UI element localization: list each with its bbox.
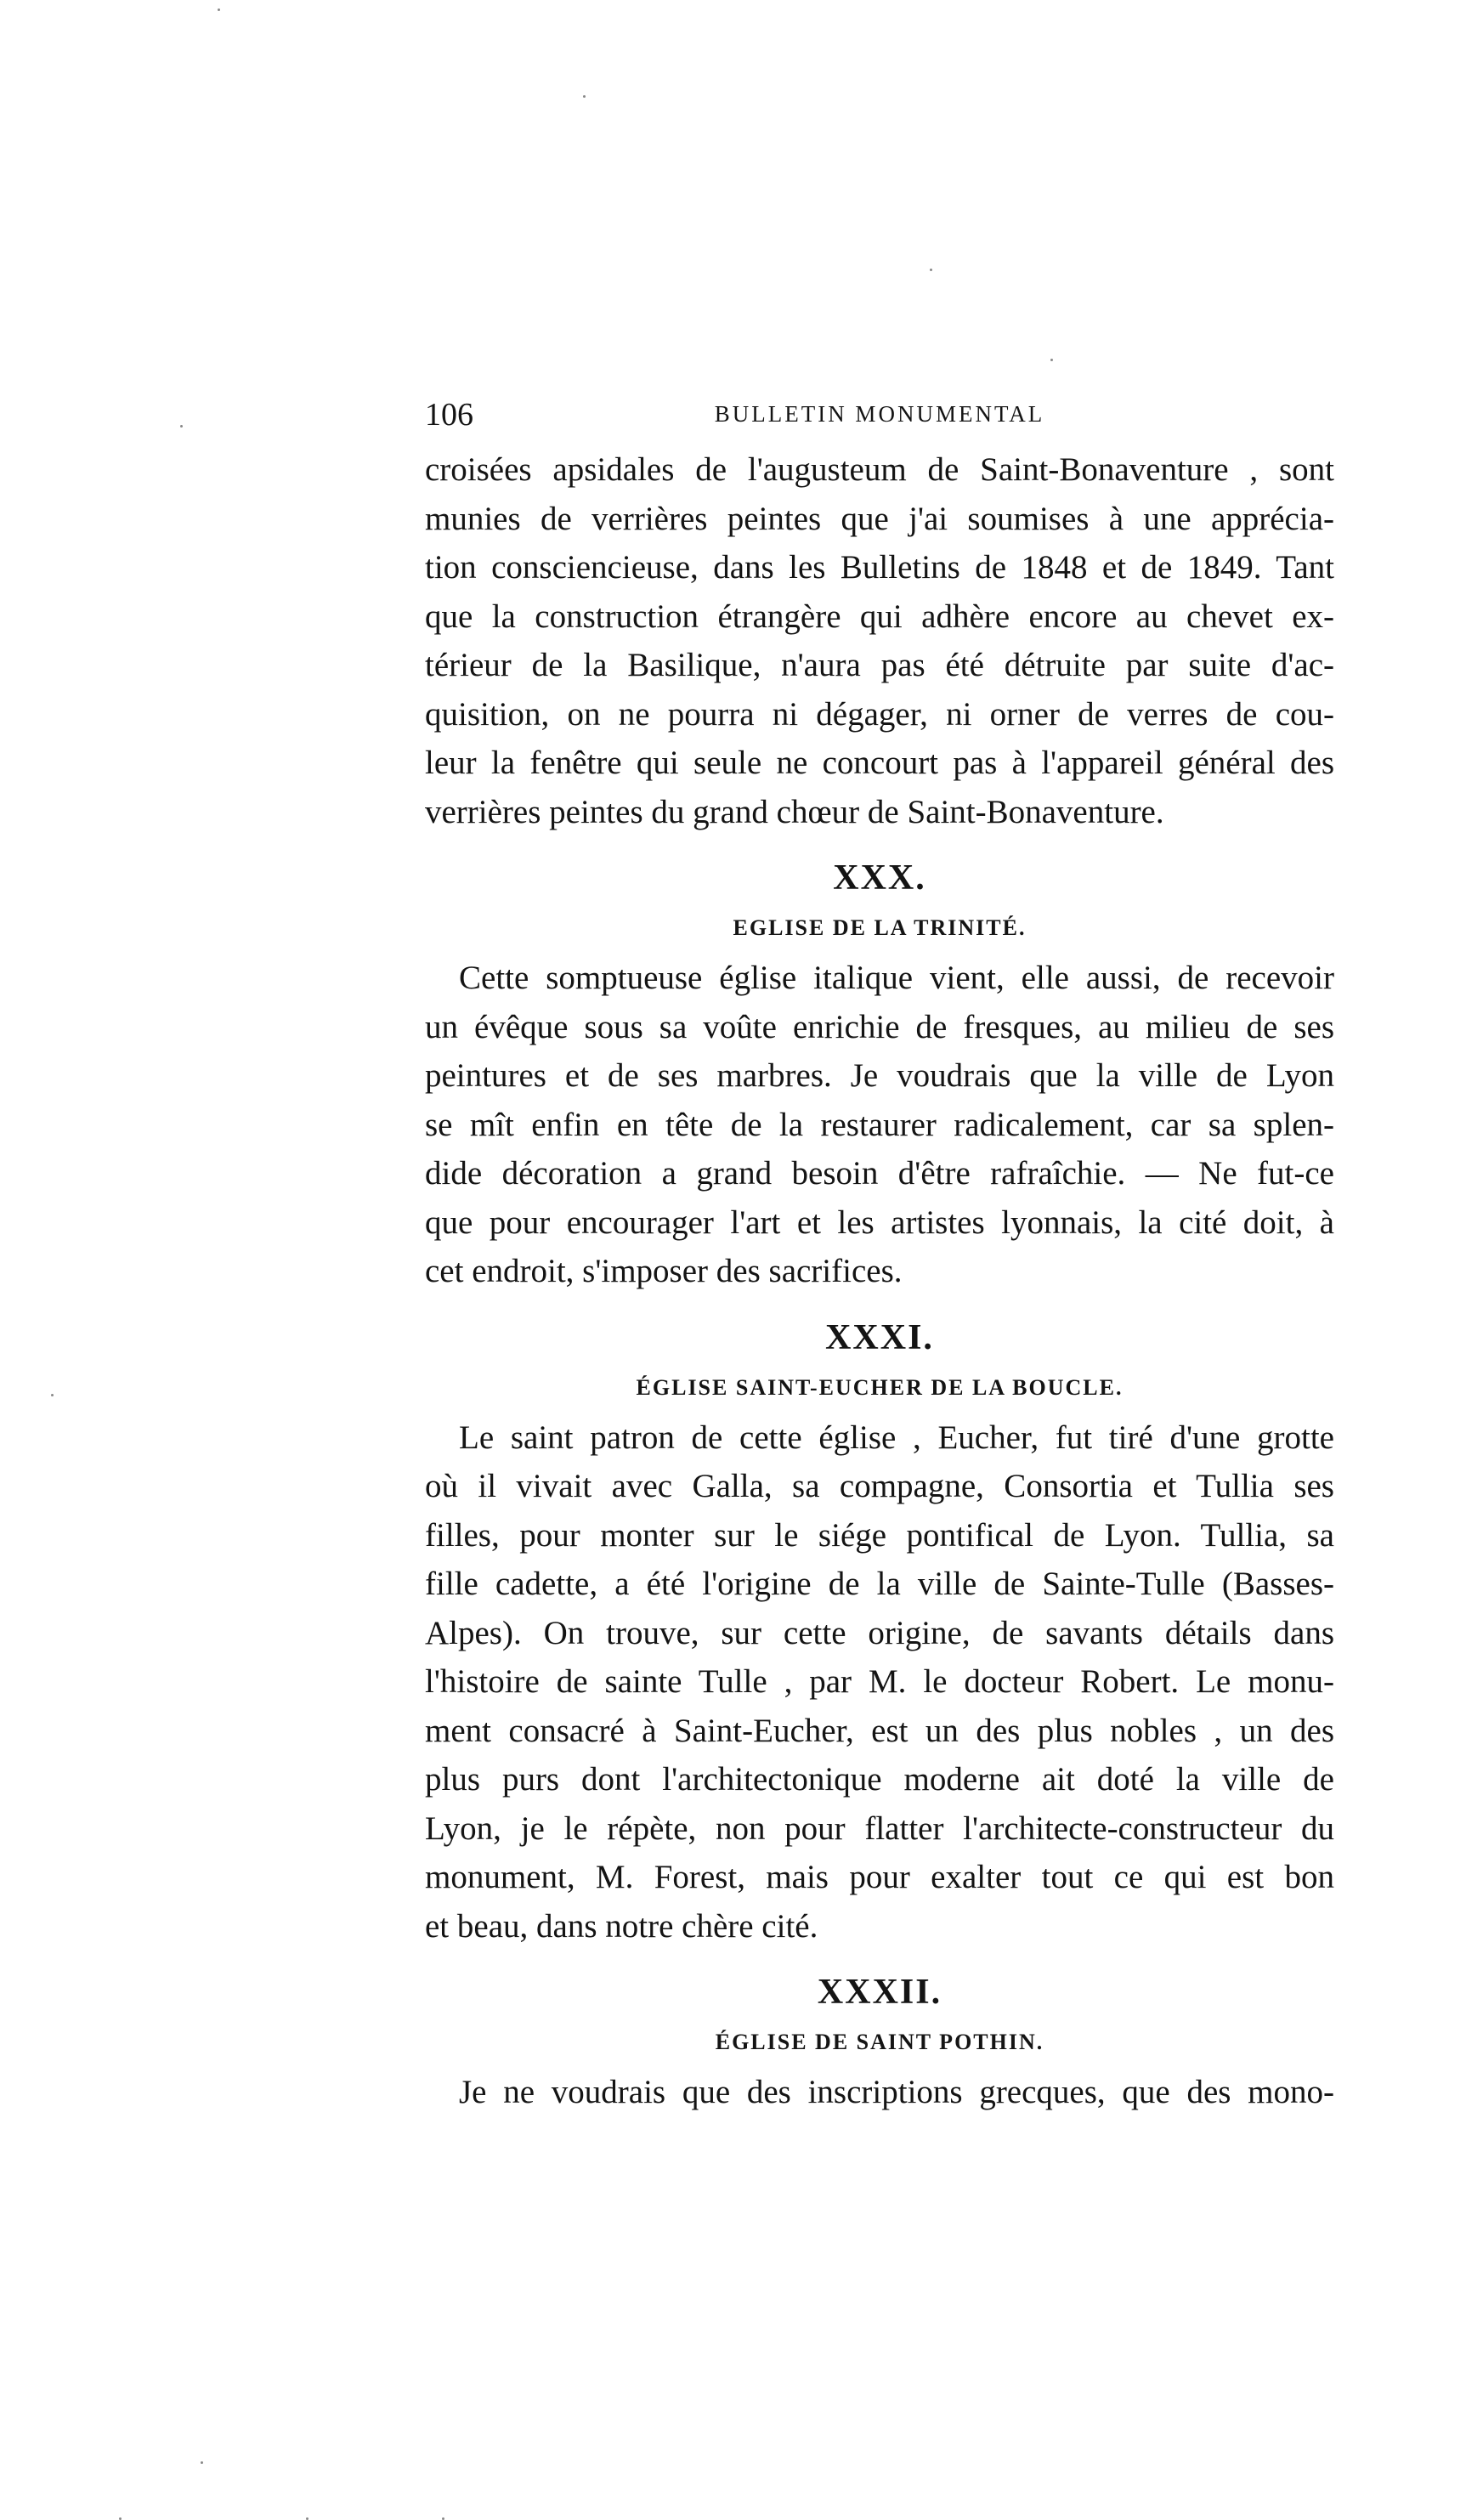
- text-line: où il vivait avec Galla, sa compagne, Consortia et Tullia ses: [425, 1468, 1334, 1504]
- text-line: térieur de la Basilique, n'aura pas été détruite par suite d'ac-: [425, 647, 1334, 683]
- section-paragraph: [425, 954, 1334, 1296]
- text-line: ment consacré à Saint-Eucher, est un des plus nobles , un des: [425, 1712, 1334, 1749]
- section-numeral: XXXII.: [817, 1973, 942, 2012]
- section-paragraph: [425, 1413, 1334, 1951]
- text-line: un évêque sous sa voûte enrichie de fresques, au milieu de ses: [425, 1008, 1334, 1045]
- text-line: l'histoire de sainte Tulle , par M. le docteur Robert. Le monu-: [425, 1663, 1334, 1700]
- section-numeral: XXX.: [833, 858, 926, 898]
- text-line: tion consciencieuse, dans les Bulletins de 1848 et de 1849. Tant: [425, 549, 1334, 586]
- text-line: et beau, dans notre chère cité.: [425, 1907, 818, 1945]
- text-line: quisition, on ne pourra ni dégager, ni orner de verres de cou-: [425, 695, 1334, 733]
- section-title: ÉGLISE SAINT-EUCHER DE LA BOUCLE.: [636, 1374, 1124, 1400]
- paragraph-continued: [425, 445, 1334, 836]
- text-line: munies de verrières peintes que j'ai soumises à une apprécia-: [425, 500, 1334, 537]
- text-line: que pour encourager l'art et les artistes lyonnais, la cité doit, à: [425, 1203, 1334, 1241]
- text-line: se mît enfin en tête de la restaurer radicalement, car sa splen-: [425, 1106, 1334, 1143]
- text-line: croisées apsidales de l'augusteum de Saint-Bonaventure , sont: [425, 451, 1334, 488]
- section-paragraph: [425, 2068, 1334, 2117]
- text-line: Lyon, je le répète, non pour flatter l'architecte-constructeur du: [425, 1809, 1334, 1847]
- text-line: Le saint patron de cette église , Eucher, fut tiré d'une grotte: [459, 1419, 1334, 1456]
- text-line: verrières peintes du grand chœur de Saint-Bonaventure.: [425, 793, 1164, 830]
- section-title: ÉGLISE DE SAINT POTHIN.: [715, 2030, 1044, 2054]
- running-head: [425, 391, 1334, 445]
- text-line: peintures et de ses marbres. Je voudrais que la ville de Lyon: [425, 1057, 1334, 1094]
- text-column: [425, 391, 1334, 2117]
- text-line: fille cadette, a été l'origine de la ville de Sainte-Tulle (Basses-: [425, 1566, 1334, 1602]
- text-line: Je ne voudrais que des inscriptions grecques, que des mono-: [459, 2074, 1334, 2110]
- section-numeral: XXXI.: [825, 1317, 934, 1357]
- text-line: plus purs dont l'architectonique moderne ait doté la ville de: [425, 1761, 1334, 1798]
- text-line: cet endroit, s'imposer des sacrifices.: [425, 1253, 903, 1289]
- text-line: monument, M. Forest, mais pour exalter tout ce qui est bon: [425, 1859, 1334, 1895]
- text-line: dide décoration a grand besoin d'être rafraîchie. — Ne fut-ce: [425, 1155, 1334, 1192]
- text-line: que la construction étrangère qui adhère encore au chevet ex-: [425, 597, 1334, 635]
- running-title: BULLETIN MONUMENTAL: [714, 401, 1045, 427]
- page-number: 106: [425, 397, 473, 433]
- text-line: filles, pour monter sur le siége pontifical de Lyon. Tullia, sa: [425, 1516, 1334, 1554]
- text-line: Cette somptueuse église italique vient, elle aussi, de recevoir: [459, 960, 1334, 996]
- text-line: leur la fenêtre qui seule ne concourt pas à l'appareil général des: [425, 745, 1334, 781]
- section-title: EGLISE DE LA TRINITÉ.: [733, 915, 1027, 940]
- text-line: Alpes). On trouve, sur cette origine, de savants détails dans: [425, 1614, 1334, 1651]
